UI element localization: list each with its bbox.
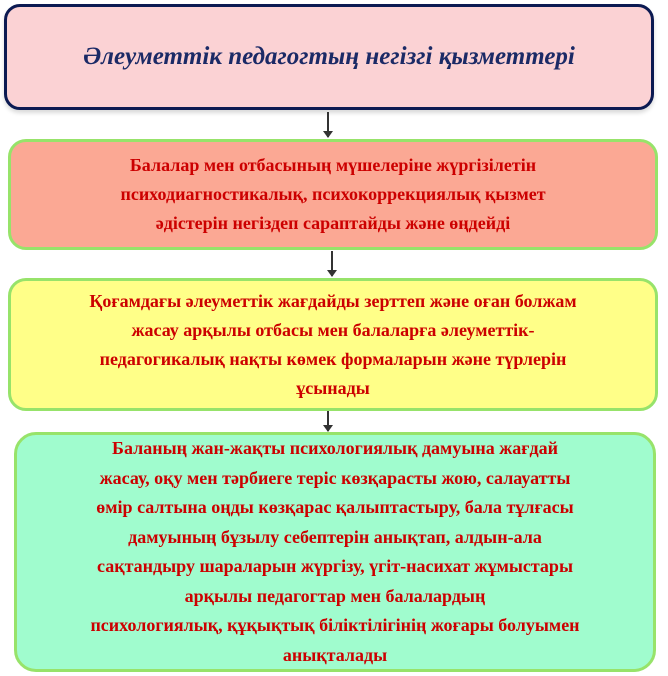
function-box-3-text: Баланың жан-жақты психологиялық дамуына жағдай жасау, оқу мен тәрбиеге теріс көзқарасты жою, салауатты өмір салтына оңды көзқарас қалыптастыру, бала тұлғасы дамуының бұзылу себептерін анықтап, алдын-ала сақтандыру шараларын жүргізу, үгіт-насихат жұмыстары арқылы педагогтар мен балалардың психологиялық, құқықтық біліктілігінің жоғары болуымен анықталады	[90, 438, 580, 665]
diagram-title: Әлеуметтік педагогтың негізгі қызметтері	[83, 43, 575, 70]
title-box	[4, 4, 654, 110]
function-box-3	[14, 432, 656, 672]
connector-arrow-2	[331, 251, 333, 276]
connector-arrow-1	[327, 112, 329, 137]
function-box-1-text: Балалар мен отбасының мүшелеріне жүргізілетін психодиагностикалық, психокоррекциялық қызмет әдістерін негіздеп сараптайды және өңдейді	[120, 155, 546, 233]
connector-arrow-3	[327, 411, 329, 431]
function-box-1	[8, 139, 658, 250]
function-box-2	[8, 278, 658, 411]
function-box-2-text: Қоғамдағы әлеуметтік жағдайды зерттеп және оған болжам жасау арқылы отбасы мен балаларға әлеуметтік- педагогикалық нақты көмек формаларын және түрлерін ұсынады	[89, 290, 577, 398]
